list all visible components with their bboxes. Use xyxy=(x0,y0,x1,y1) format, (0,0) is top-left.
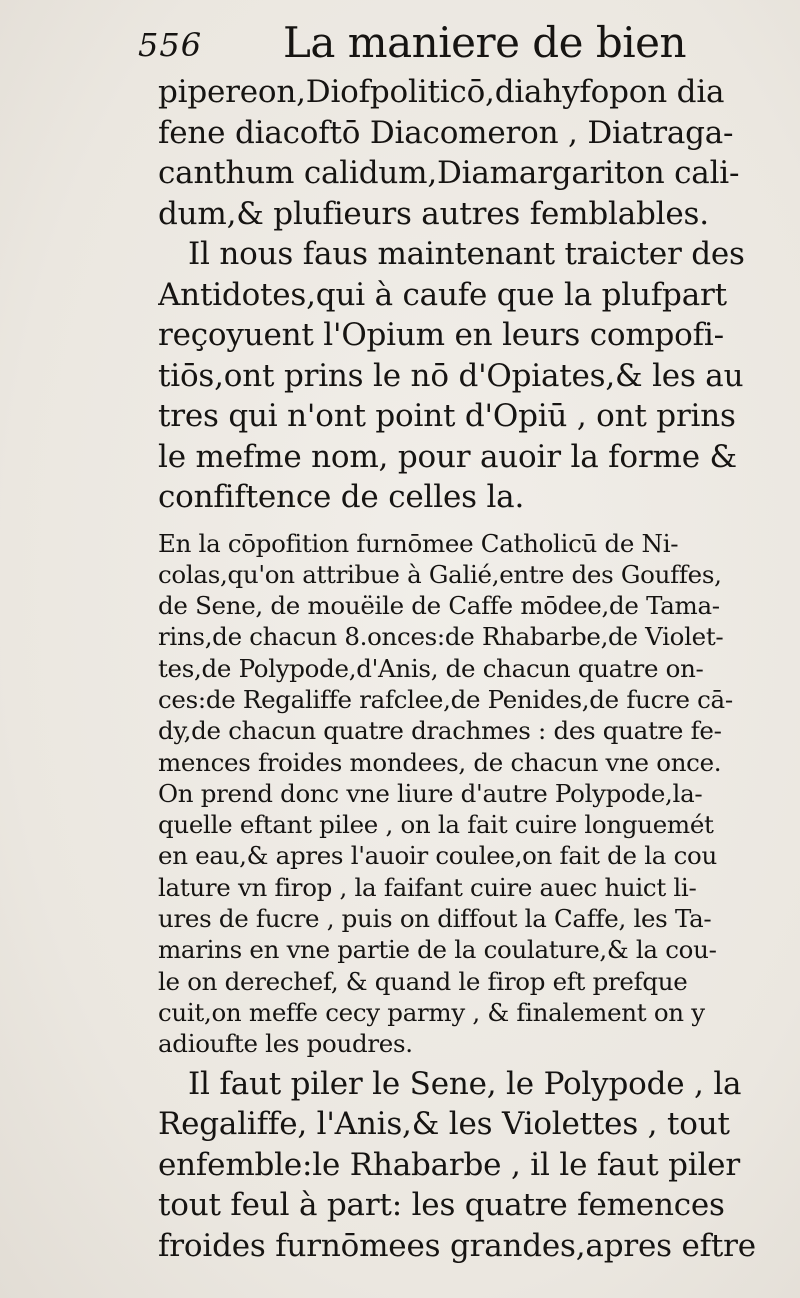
text-line: Il faut piler le Sene, le Polypode , la xyxy=(188,1065,742,1102)
text-line: colas,qu'on attribue à Galié,entre des Gouffes, xyxy=(158,559,722,589)
text-line: adioufte les poudres. xyxy=(158,1029,413,1059)
text-line: de Sene, de mouëile de Caffe mōdee,de Tama- xyxy=(158,591,720,621)
text-line: Regaliffe, l'Anis,& les Violettes , tout xyxy=(158,1106,730,1143)
text-line: En la cōpofition furnōmee Catholicū de Ni- xyxy=(158,528,679,558)
text-line: froides furnōmees grandes,apres eftre xyxy=(158,1227,756,1264)
running-title: La maniere de bien xyxy=(283,18,687,67)
text-line: tres qui n'ont point d'Opiū , ont prins xyxy=(158,398,736,434)
text-line: tiōs,ont prins le nō d'Opiates,& les au xyxy=(158,357,744,394)
paragraph-3 xyxy=(158,1064,786,1267)
text-line: quelle eftant pilee , on la fait cuire longuemét xyxy=(158,810,714,840)
page-number: 556 xyxy=(138,26,203,64)
paragraph-2 xyxy=(158,528,786,1060)
text-line: mences froides mondees, de chacun vne once. xyxy=(158,747,722,777)
text-line: le mefme nom, pour auoir la forme & xyxy=(158,438,737,475)
paragraph-1 xyxy=(158,72,786,518)
text-line: en eau,& apres l'auoir coulee,on fait de la cou xyxy=(158,841,717,871)
text-line: cuit,on meffe cecy parmy , & finalement on y xyxy=(158,997,705,1027)
text-line: ces:de Regaliffe rafclee,de Penides,de fucre cā- xyxy=(158,684,733,714)
text-line: Il nous faus maintenant traicter des xyxy=(188,236,745,272)
text-line: marins en vne partie de la coulature,& la cou- xyxy=(158,935,717,965)
text-line: confiftence de celles la. xyxy=(158,479,525,515)
text-line: dy,de chacun quatre drachmes : des quatre fe- xyxy=(158,716,722,746)
text-line: pipereon,Diofpoliticō,diahyfopon dia xyxy=(158,74,725,110)
text-line: Antidotes,qui à caufe que la plufpart xyxy=(158,276,727,313)
text-line: fene diacoftō Diacomeron , Diatraga- xyxy=(158,114,734,151)
text-line: canthum calidum,Diamargariton cali- xyxy=(158,155,740,191)
text-line: reçoyuent l'Opium en leurs compofi- xyxy=(158,317,724,353)
text-line: tes,de Polypode,d'Anis, de chacun quatre on- xyxy=(158,653,704,683)
text-line: rins,de chacun 8.onces:de Rhabarbe,de Violet- xyxy=(158,622,724,652)
text-line: ures de fucre , puis on diffout la Caffe, les Ta- xyxy=(158,904,712,934)
body-text xyxy=(158,72,786,1266)
text-line: tout feul à part: les quatre femences xyxy=(158,1187,725,1224)
text-line: lature vn firop , la faifant cuire auec huict li- xyxy=(158,872,697,902)
text-line: enfemble:le Rhabarbe , il le faut piler xyxy=(158,1146,740,1183)
text-line: On prend donc vne liure d'autre Polypode,la- xyxy=(158,778,703,808)
text-line: dum,& plufieurs autres femblables. xyxy=(158,195,709,232)
text-line: le on derechef, & quand le firop eft prefque xyxy=(158,966,688,996)
